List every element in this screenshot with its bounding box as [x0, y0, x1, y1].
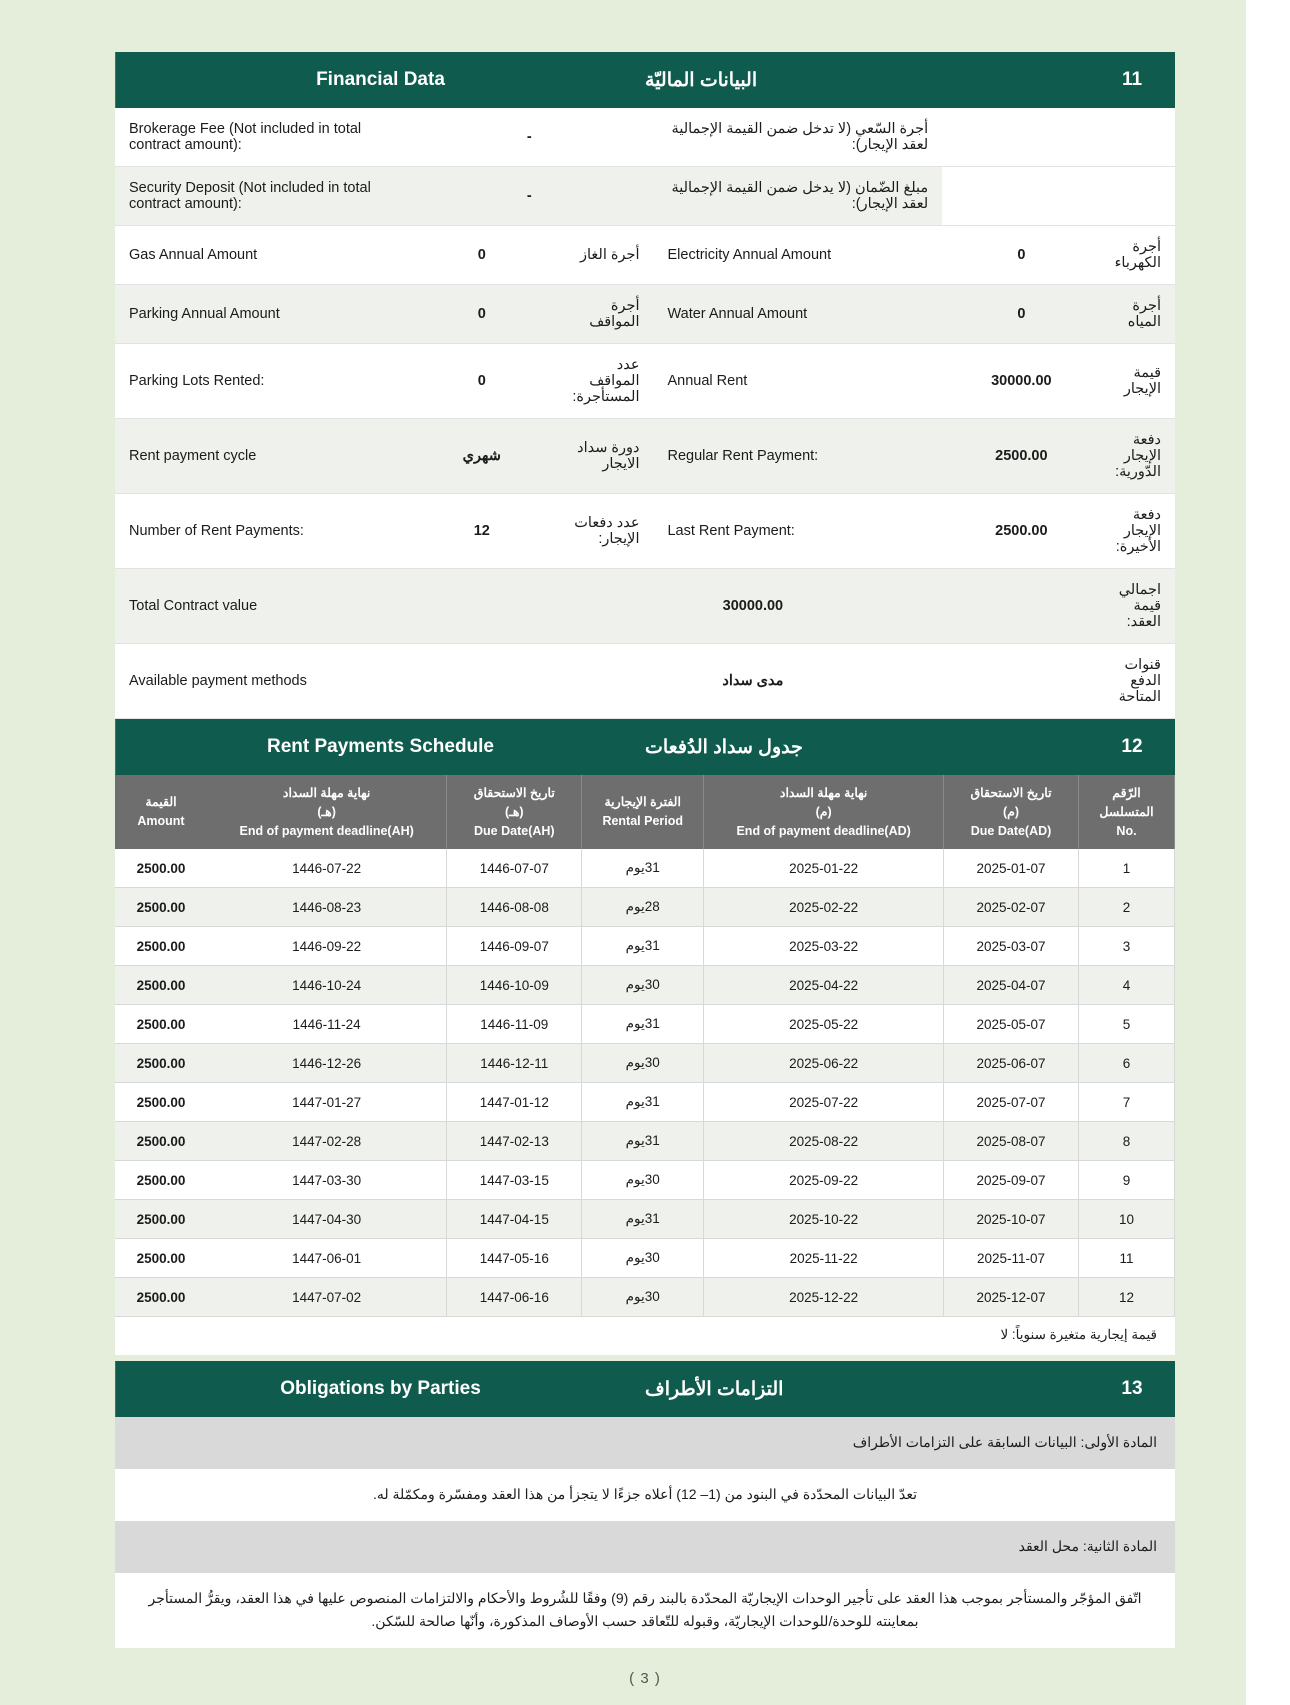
- column-header-amount-ar: القيمة: [145, 795, 177, 810]
- table-row: [115, 1122, 1175, 1161]
- cell-no: 9: [1079, 1161, 1175, 1200]
- cell-no: 1: [1079, 849, 1175, 888]
- annual-rent-value: 30000.00: [942, 344, 1100, 419]
- cell-deadline-ad: 2025-01-22: [704, 849, 944, 888]
- cell-due-ad: 2025-10-07: [944, 1200, 1079, 1239]
- number-of-rent-payments-value: 12: [405, 494, 558, 569]
- payment-methods-label-ar: قنوات الدفع المتاحة: [1101, 644, 1175, 719]
- table-row: [115, 419, 1175, 494]
- total-contract-value-label-ar: اجمالي قيمة العقد:: [1101, 569, 1175, 644]
- section-number: 11: [1121, 69, 1143, 90]
- rent-payments-schedule-table: [115, 775, 1175, 1317]
- brokerage-fee-label-ar: أجرة السّعي (لا تدخل ضمن القيمة الإجمالية لعقد الإيجار):: [653, 108, 942, 167]
- cell-deadline-ah: 1447-03-30: [207, 1161, 447, 1200]
- column-header-due-ad-ar2: (م): [1002, 804, 1020, 819]
- water-annual-amount-value: 0: [942, 285, 1100, 344]
- regular-rent-payment-value: 2500.00: [942, 419, 1100, 494]
- cell-due-ah: 1446-07-07: [447, 849, 582, 888]
- column-header-due-ah-ar1: تاريخ الاستحقاق: [473, 786, 555, 800]
- parking-annual-amount-label-en: Parking Annual Amount: [115, 285, 405, 344]
- column-header-deadline-ah: [207, 775, 447, 849]
- column-header-deadline-ad-ar2: (م): [815, 804, 832, 819]
- water-annual-amount-label-en: Water Annual Amount: [653, 285, 942, 344]
- column-header-rental-period: [582, 775, 704, 849]
- cell-deadline-ad: 2025-09-22: [704, 1161, 944, 1200]
- table-row: [115, 108, 1175, 167]
- column-header-due-ad: [944, 775, 1079, 849]
- table-header-row: [115, 775, 1175, 849]
- cell-no: 2: [1079, 888, 1175, 927]
- cell-due-ah: 1447-05-16: [447, 1239, 582, 1278]
- column-header-amount: [115, 775, 207, 849]
- cell-period: 31يوم: [582, 1122, 704, 1161]
- cell-deadline-ad: 2025-05-22: [704, 1005, 944, 1044]
- cell-due-ad: 2025-02-07: [944, 888, 1079, 927]
- column-header-deadline-ad: [704, 775, 944, 849]
- cell-due-ah: 1446-09-07: [447, 927, 582, 966]
- security-deposit-label-ar: مبلغ الضّمان (لا يدخل ضمن القيمة الإجمالية لعقد الإيجار):: [653, 167, 942, 226]
- cell-due-ad: 2025-09-07: [944, 1161, 1079, 1200]
- cell-deadline-ad: 2025-10-22: [704, 1200, 944, 1239]
- cell-deadline-ad: 2025-02-22: [704, 888, 944, 927]
- cell-deadline-ah: 1447-01-27: [207, 1083, 447, 1122]
- table-row: [115, 1083, 1175, 1122]
- table-row: [115, 285, 1175, 344]
- cell-no: 5: [1079, 1005, 1175, 1044]
- cell-due-ad: 2025-01-07: [944, 849, 1079, 888]
- annual-rent-label-en: Annual Rent: [653, 344, 942, 419]
- financial-data-table: [115, 108, 1175, 719]
- column-header-serial-no-en: No.: [1116, 823, 1137, 838]
- section-number: 12: [1121, 736, 1143, 757]
- cell-period: 31يوم: [582, 927, 704, 966]
- parking-lots-rented-label-en: Parking Lots Rented:: [115, 344, 405, 419]
- section-title-ar: البيانات الماليّة: [645, 69, 758, 91]
- column-header-deadline-ad-en: End of payment deadline(AD): [736, 823, 911, 838]
- column-header-serial-no-ar2: المتسلسل: [1099, 804, 1154, 819]
- column-header-deadline-ah-ar1: نهاية مهلة السداد: [282, 786, 371, 800]
- cell-deadline-ah: 1447-06-01: [207, 1239, 447, 1278]
- cell-due-ad: 2025-12-07: [944, 1278, 1079, 1317]
- cell-amount: 2500.00: [115, 1083, 207, 1122]
- column-header-due-ad-ar1: تاريخ الاستحقاق: [970, 786, 1052, 800]
- column-header-rental-period-en: Rental Period: [602, 814, 684, 829]
- table-row: [115, 644, 1175, 719]
- cell-period: 30يوم: [582, 1044, 704, 1083]
- cell-deadline-ad: 2025-11-22: [704, 1239, 944, 1278]
- rent-payments-schedule-wrapper: [115, 775, 1175, 1355]
- cell-amount: 2500.00: [115, 1122, 207, 1161]
- cell-due-ad: 2025-08-07: [944, 1122, 1079, 1161]
- cell-deadline-ah: 1447-02-28: [207, 1122, 447, 1161]
- cell-deadline-ad: 2025-08-22: [704, 1122, 944, 1161]
- column-header-due-ad-en: Due Date(AD): [970, 823, 1052, 838]
- cell-due-ad: 2025-07-07: [944, 1083, 1079, 1122]
- cell-period: 30يوم: [582, 1161, 704, 1200]
- brokerage-fee-label-en: Brokerage Fee (Not included in total contract amount):: [115, 108, 405, 167]
- cell-period: 31يوم: [582, 1083, 704, 1122]
- cell-no: 10: [1079, 1200, 1175, 1239]
- column-header-deadline-ah-ar2: (هـ): [317, 804, 336, 819]
- column-header-serial-no-ar1: الرّقم: [1112, 786, 1141, 800]
- page-right-margin: [1246, 0, 1290, 1705]
- cell-no: 6: [1079, 1044, 1175, 1083]
- cell-no: 8: [1079, 1122, 1175, 1161]
- table-row: [115, 1278, 1175, 1317]
- cell-deadline-ah: 1446-08-23: [207, 888, 447, 927]
- section-number: 13: [1121, 1378, 1143, 1400]
- number-of-rent-payments-label-ar: عدد دفعات الإيجار:: [558, 494, 653, 569]
- table-row: [115, 849, 1175, 888]
- section-header-obligations: [115, 1361, 1175, 1417]
- total-contract-value-value: 30000.00: [405, 569, 1100, 644]
- document-sheet: [115, 0, 1175, 1705]
- column-header-due-ah: [447, 775, 582, 849]
- cell-deadline-ad: 2025-12-22: [704, 1278, 944, 1317]
- payment-methods-label-en: Available payment methods: [115, 644, 405, 719]
- parking-annual-amount-label-ar: أجرة المواقف: [558, 285, 653, 344]
- annual-rent-label-ar: قيمة الإيجار: [1101, 344, 1175, 419]
- cell-period: 31يوم: [582, 849, 704, 888]
- section-title-ar: جدول سداد الدُفعات: [645, 736, 803, 758]
- column-header-deadline-ad-ar1: نهاية مهلة السداد: [779, 786, 868, 800]
- column-header-serial-no: [1079, 775, 1175, 849]
- parking-lots-rented-label-ar: عدد المواقف المستأجرة:: [558, 344, 653, 419]
- cell-due-ah: 1446-10-09: [447, 966, 582, 1005]
- regular-rent-payment-label-en: Regular Rent Payment:: [653, 419, 942, 494]
- column-header-deadline-ah-en: End of payment deadline(AH): [239, 823, 414, 838]
- cell-due-ah: 1447-03-15: [447, 1161, 582, 1200]
- cell-deadline-ah: 1447-07-02: [207, 1278, 447, 1317]
- rent-payment-cycle-label-en: Rent payment cycle: [115, 419, 405, 494]
- cell-amount: 2500.00: [115, 1161, 207, 1200]
- table-row: [115, 888, 1175, 927]
- cell-deadline-ah: 1446-07-22: [207, 849, 447, 888]
- cell-deadline-ad: 2025-04-22: [704, 966, 944, 1005]
- number-of-rent-payments-label-en: Number of Rent Payments:: [115, 494, 405, 569]
- cell-amount: 2500.00: [115, 1239, 207, 1278]
- total-contract-value-label-en: Total Contract value: [115, 569, 405, 644]
- rent-payments-schedule-body: [115, 849, 1175, 1317]
- cell-no: 4: [1079, 966, 1175, 1005]
- cell-period: 31يوم: [582, 1005, 704, 1044]
- electricity-annual-amount-label-en: Electricity Annual Amount: [653, 226, 942, 285]
- cell-period: 31يوم: [582, 1200, 704, 1239]
- section-header-rent-payments-schedule: [115, 719, 1175, 775]
- gas-annual-amount-value: 0: [405, 226, 558, 285]
- cell-deadline-ad: 2025-06-22: [704, 1044, 944, 1083]
- table-row: [115, 1005, 1175, 1044]
- water-annual-amount-label-ar: أجرة المياه: [1101, 285, 1175, 344]
- regular-rent-payment-label-ar: دفعة الإيجار الدّورية:: [1101, 419, 1175, 494]
- rent-payment-cycle-label-ar: دورة سداد الايجار: [558, 419, 653, 494]
- cell-deadline-ah: 1446-09-22: [207, 927, 447, 966]
- cell-amount: 2500.00: [115, 1278, 207, 1317]
- table-row: [115, 927, 1175, 966]
- cell-no: 3: [1079, 927, 1175, 966]
- obligations-article-2-title: المادة الثانية: محل العقد: [115, 1521, 1175, 1573]
- section-title-en: Financial Data: [115, 52, 645, 108]
- table-row: [115, 966, 1175, 1005]
- cell-period: 30يوم: [582, 966, 704, 1005]
- cell-period: 28يوم: [582, 888, 704, 927]
- electricity-annual-amount-value: 0: [942, 226, 1100, 285]
- last-rent-payment-value: 2500.00: [942, 494, 1100, 569]
- section-title-en: Obligations by Parties: [115, 1361, 645, 1417]
- parking-lots-rented-value: 0: [405, 344, 558, 419]
- table-row: [115, 494, 1175, 569]
- column-header-amount-en: Amount: [137, 814, 185, 829]
- cell-deadline-ad: 2025-03-22: [704, 927, 944, 966]
- security-deposit-value: -: [405, 167, 653, 226]
- cell-period: 30يوم: [582, 1239, 704, 1278]
- column-header-rental-period-ar: الفترة الإيجارية: [604, 795, 681, 810]
- section-title-en: Rent Payments Schedule: [115, 719, 645, 775]
- cell-deadline-ad: 2025-07-22: [704, 1083, 944, 1122]
- cell-deadline-ah: 1446-11-24: [207, 1005, 447, 1044]
- cell-deadline-ah: 1446-12-26: [207, 1044, 447, 1083]
- cell-deadline-ah: 1446-10-24: [207, 966, 447, 1005]
- table-row: [115, 167, 1175, 226]
- cell-due-ad: 2025-03-07: [944, 927, 1079, 966]
- section-header-financial-data: [115, 52, 1175, 108]
- parking-annual-amount-value: 0: [405, 285, 558, 344]
- cell-amount: 2500.00: [115, 1044, 207, 1083]
- cell-due-ad: 2025-05-07: [944, 1005, 1079, 1044]
- cell-no: 11: [1079, 1239, 1175, 1278]
- obligations-body: [115, 1417, 1175, 1648]
- table-row: [115, 226, 1175, 285]
- cell-deadline-ah: 1447-04-30: [207, 1200, 447, 1239]
- cell-amount: 2500.00: [115, 849, 207, 888]
- cell-amount: 2500.00: [115, 1200, 207, 1239]
- cell-due-ah: 1446-08-08: [447, 888, 582, 927]
- section-title-ar: التزامات الأطراف: [645, 1378, 784, 1400]
- table-row: [115, 569, 1175, 644]
- table-row: [115, 1161, 1175, 1200]
- payment-methods-value: مدى سداد: [405, 644, 1100, 719]
- cell-amount: 2500.00: [115, 888, 207, 927]
- last-rent-payment-label-en: Last Rent Payment:: [653, 494, 942, 569]
- brokerage-fee-value: -: [405, 108, 653, 167]
- cell-due-ah: 1447-02-13: [447, 1122, 582, 1161]
- cell-due-ah: 1446-12-11: [447, 1044, 582, 1083]
- page-number: ( 3 ): [629, 1670, 661, 1688]
- variable-annual-rent-note: قيمة إيجارية متغيرة سنوياً: لا: [115, 1317, 1175, 1355]
- cell-period: 30يوم: [582, 1278, 704, 1317]
- cell-due-ad: 2025-04-07: [944, 966, 1079, 1005]
- cell-due-ah: 1447-06-16: [447, 1278, 582, 1317]
- cell-due-ad: 2025-11-07: [944, 1239, 1079, 1278]
- obligations-article-1-text: تعدّ البيانات المحدّدة في البنود من (1– 12) أعلاه جزءًا لا يتجزأ من هذا العقد ومفسّرة ومكمّلة له.: [115, 1469, 1175, 1521]
- table-row: [115, 344, 1175, 419]
- obligations-article-2-text: اتّفق المؤجّر والمستأجر بموجب هذا العقد على تأجير الوحدات الإيجاريّة المحدّدة بالبند رقم (9) وفقًا للشُروط والأحكام والالتزامات المنصوص عليها في هذا العقد، ويقرُّ المستأجر بمعاينته للوحدة/للوحدات الإيجاريّة، وقبوله للتّعاقد حسب الأوصاف المذكورة، وأنّها صالحة للسّكن.: [115, 1573, 1175, 1649]
- rent-payment-cycle-value: شهري: [405, 419, 558, 494]
- cell-no: 7: [1079, 1083, 1175, 1122]
- cell-amount: 2500.00: [115, 927, 207, 966]
- cell-no: 12: [1079, 1278, 1175, 1317]
- cell-due-ah: 1447-01-12: [447, 1083, 582, 1122]
- table-row: [115, 1239, 1175, 1278]
- cell-amount: 2500.00: [115, 966, 207, 1005]
- cell-due-ad: 2025-06-07: [944, 1044, 1079, 1083]
- gas-annual-amount-label-ar: أجرة الغاز: [558, 226, 653, 285]
- column-header-due-ah-en: Due Date(AH): [474, 823, 555, 838]
- gas-annual-amount-label-en: Gas Annual Amount: [115, 226, 405, 285]
- cell-due-ah: 1446-11-09: [447, 1005, 582, 1044]
- electricity-annual-amount-label-ar: أجرة الكهرباء: [1101, 226, 1175, 285]
- table-row: [115, 1200, 1175, 1239]
- table-row: [115, 1044, 1175, 1083]
- obligations-article-1-title: المادة الأولى: البيانات السابقة على التزامات الأطراف: [115, 1417, 1175, 1469]
- last-rent-payment-label-ar: دفعة الإيجار الأخيرة:: [1101, 494, 1175, 569]
- column-header-due-ah-ar2: (هـ): [504, 804, 524, 819]
- cell-amount: 2500.00: [115, 1005, 207, 1044]
- security-deposit-label-en: Security Deposit (Not included in total contract amount):: [115, 167, 405, 226]
- cell-due-ah: 1447-04-15: [447, 1200, 582, 1239]
